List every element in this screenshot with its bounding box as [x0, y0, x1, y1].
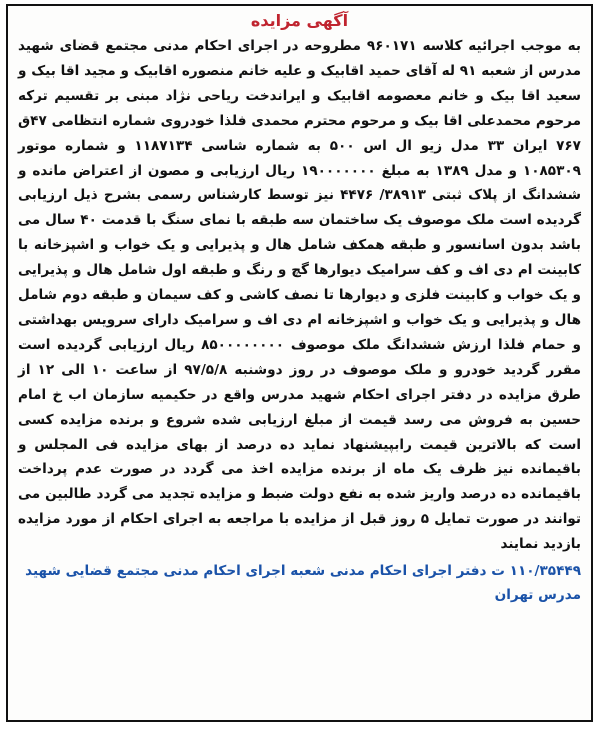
auction-notice [6, 4, 593, 722]
notice-content [8, 6, 591, 607]
notice-footer: ۱۱۰/۳۵۴۴۹ ت دفتر اجرای احکام مدنی شعبه اجرای احکام مدنی مجتمع قضایی شهید مدرس تهران [25, 563, 581, 604]
notice-title: آگهی مزایده [250, 11, 349, 30]
notice-body: به موجب اجرائیه کلاسه ۹۶۰۱۷۱ مطروحه در اجرای احکام مدنی مجتمع قضای شهید مدرس از شعبه ۹۱ له آقای حمید اقابیک و علیه خانم منصوره اقابیک و مجید اقا بیک و سعید اقا بیک و خانم معصومه اقابیک و ایراندخت ریاحی نژاد مبنی بر تقسیم ترکه مرحوم محمدعلی اقا بیک و مرحوم محترم محمدی فلذا خودروی شماره انتظامی ۴۷ق ۷۶۷ ایران ۳۳ مدل زیو ال اس ۵۰۰ به شماره شاسی ۱۱۸۷۱۳۴ و شماره موتور ۱۰۸۵۳۰۹ و مدل ۱۳۸۹ به مبلغ ۱۹۰۰۰۰۰۰۰ ریال ارزیابی و مصون از اعتراض مانده و ششدانگ از پلاک ثبتی ۳۸۹۱۳/ ۴۴۷۶ نیز توسط کارشناس رسمی بشرح ذیل ارزیابی گردیده است ملک موصوف یک ساختمان سه طبقه با نمای سنگ با قدمت ۴۰ سال می باشد بدون اسانسور و طبقه همکف شامل هال و پذیرایی و یک خواب و اشپزخانه با کابینت ام دی اف و کف سرامیک دیوارها گچ و رنگ و طبقه اول شامل هال و پذیرایی و یک خواب و کابینت فلزی و دیوارها تا نصف کاشی و کف سیمان و طبقه دوم شامل هال و پذیرایی و یک خواب و اشپزخانه ام دی اف و سرامیک دارای سرویس بهداشتی و حمام فلذا ارزش ششدانگ ملک موصوف ۸۵۰۰۰۰۰۰۰۰ ریال ارزیابی گردیده است مقرر گردید خودرو و ملک موصوف در روز دوشنبه ۹۷/۵/۸ از ساعت ۱۰ الی ۱۲ از طرق مزایده در دفتر اجرای احکام شهید مدرس واقع در حکیمیه سازمان اب خ امام حسین به فروش می رسد قیمت از مبلغ ارزیابی شده شروع و برنده مزایده کسی است که بالاترین قیمت رابپیشنهاد نماید ده درصد از بهای مزایده فی المجلس و باقیمانده نیز ظرف یک ماه از برنده مزایده اخذ می گردد در صورت عدم پرداخت باقیمانده ده درصد واریز شده به نفع دولت ضبط و مزایده تجدید می گردد طالبین می توانند در صورت تمایل ۵ روز قبل از مزایده با مراجعه به اجرای احکام از مورد مزایده بازدید نمایند [18, 38, 582, 553]
